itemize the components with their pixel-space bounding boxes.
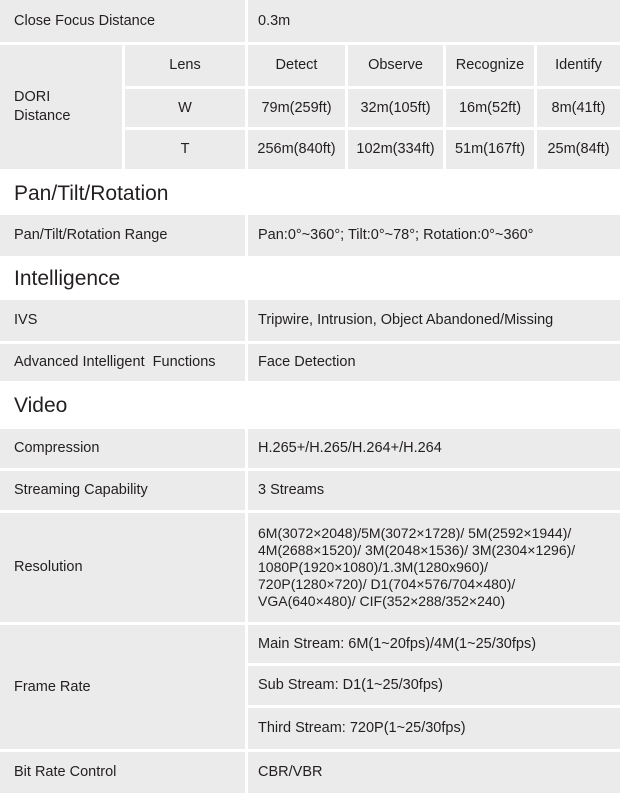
dori-label: [0, 45, 122, 169]
dori-t-recognize: 51m(167ft): [446, 130, 534, 169]
resolution-line: 720P(1280×720)/ D1(704×576/704×480)/: [258, 576, 516, 592]
dori-lens-header: Lens: [125, 45, 245, 86]
close-focus-label: Close Focus Distance: [0, 0, 245, 42]
dori-w-detect: 79m(259ft): [248, 89, 345, 127]
resolution-lines: [258, 525, 575, 610]
dori-t-detect: 256m(840ft): [248, 130, 345, 169]
bitrate-value: CBR/VBR: [248, 752, 620, 793]
resolution-line: 1080P(1920×1080)/1.3M(1280x960)/: [258, 559, 489, 575]
dori-lens-w: W: [125, 89, 245, 127]
resolution-line: VGA(640×480)/ CIF(352×288/352×240): [258, 593, 506, 609]
streaming-value: 3 Streams: [248, 471, 620, 510]
dori-t-observe: 102m(334ft): [348, 130, 443, 169]
resolution-line: 6M(3072×2048)/5M(3072×1728)/ 5M(2592×1944)/: [258, 525, 572, 541]
compression-value: H.265+/H.265/H.264+/H.264: [248, 429, 620, 468]
resolution-label: Resolution: [0, 513, 245, 622]
dori-label-text: DORI Distance: [14, 89, 71, 124]
dori-t-identify: 25m(84ft): [537, 130, 620, 169]
dori-w-recognize: 16m(52ft): [446, 89, 534, 127]
pan-tilt-range-label: Pan/Tilt/Rotation Range: [0, 215, 245, 256]
frame-rate-sub: Sub Stream: D1(1~25/30fps): [248, 666, 620, 708]
dori-col-observe: Observe: [348, 45, 443, 86]
streaming-label: Streaming Capability: [0, 471, 245, 510]
dori-w-observe: 32m(105ft): [348, 89, 443, 127]
close-focus-value: 0.3m: [248, 0, 620, 42]
ivs-value: Tripwire, Intrusion, Object Abandoned/Missing: [248, 300, 620, 341]
advanced-intelligent-label: Advanced Intelligent Functions: [0, 344, 245, 381]
bitrate-label: Bit Rate Control: [0, 752, 245, 793]
frame-rate-label: Frame Rate: [0, 625, 245, 749]
compression-label: Compression: [0, 429, 245, 468]
frame-rate-third: Third Stream: 720P(1~25/30fps): [248, 708, 620, 749]
section-heading-intelligence: Intelligence: [14, 266, 121, 290]
frame-rate-main: Main Stream: 6M(1~20fps)/4M(1~25/30fps): [248, 625, 620, 666]
section-heading-pan-tilt: Pan/Tilt/Rotation: [14, 181, 169, 205]
section-heading-video: Video: [14, 394, 68, 417]
resolution-value: [248, 513, 620, 622]
dori-w-identify: 8m(41ft): [537, 89, 620, 127]
advanced-intelligent-value: Face Detection: [248, 344, 620, 381]
ivs-label: IVS: [0, 300, 245, 341]
dori-lens-t: T: [125, 130, 245, 169]
dori-col-recognize: Recognize: [446, 45, 534, 86]
dori-col-identify: Identify: [537, 45, 620, 86]
pan-tilt-range-value: Pan:0°~360°; Tilt:0°~78°; Rotation:0°~360°: [248, 215, 620, 256]
dori-col-detect: Detect: [248, 45, 345, 86]
resolution-line: 4M(2688×1520)/ 3M(2048×1536)/ 3M(2304×1296)/: [258, 542, 576, 558]
